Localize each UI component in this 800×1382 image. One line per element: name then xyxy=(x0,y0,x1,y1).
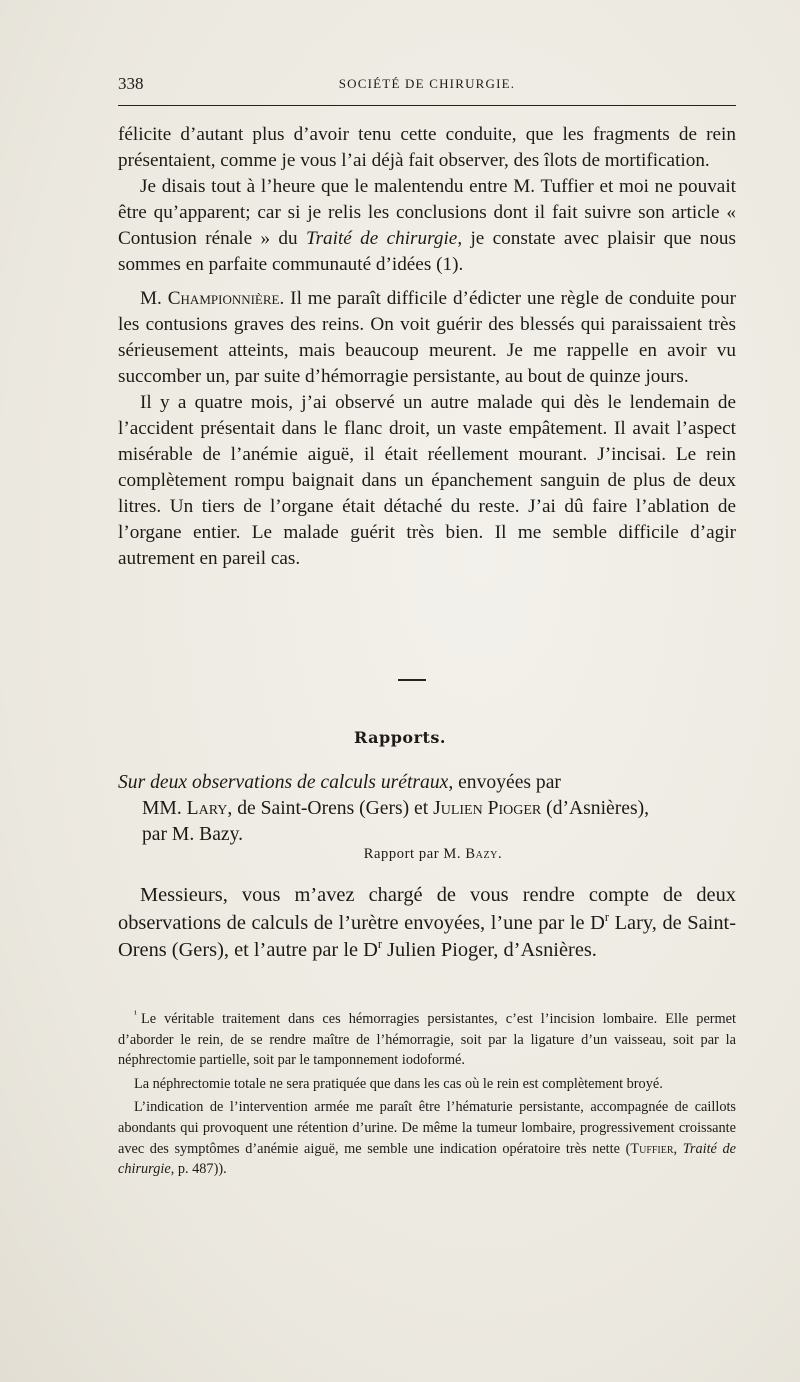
header-rule xyxy=(118,105,736,106)
footnote-marker: ¹ xyxy=(134,1009,137,1021)
report-title-after: , envoyées par xyxy=(448,772,561,793)
footnote-3 xyxy=(118,1097,736,1179)
main-text xyxy=(118,122,736,571)
report-body xyxy=(118,882,736,965)
footnote-2-text: La néphrectomie totale ne sera pratiquée que dans les cas où le rein est complètement broyé. xyxy=(134,1075,663,1092)
paragraph-2 xyxy=(118,174,736,278)
footnote-3-author: Tuffier xyxy=(630,1140,674,1157)
paragraph-3 xyxy=(118,286,736,390)
byline-name: Bazy xyxy=(465,846,498,862)
report-body-part-3: Julien Pioger, d’Asnières. xyxy=(381,939,597,962)
footnote-2 xyxy=(118,1074,736,1095)
footnote-3-sep: , xyxy=(673,1140,683,1157)
dr-superscript: r xyxy=(377,937,382,952)
footnote-3-book-italic: Traité de chirurgie xyxy=(118,1140,737,1178)
paragraph-4 xyxy=(118,390,736,571)
report-body-part-2: Lary, de Saint-Orens (Gers), et l’autre par le D xyxy=(118,911,736,962)
report-title-line-2 xyxy=(118,796,736,822)
report-author-2: Julien Pioger xyxy=(433,798,542,819)
report-mm: MM. xyxy=(142,798,187,819)
footnote-3-text-end: , p. 487)). xyxy=(170,1161,227,1178)
running-head: SOCIÉTÉ DE CHIRURGIE. xyxy=(338,76,516,91)
dr-superscript: r xyxy=(604,909,609,924)
paragraph-1-text: félicite d’autant plus d’avoir tenu cette conduite, que les fragments de rein présentaient, comme je vous l’ai déjà fait observer, des îlots de mortification. xyxy=(118,124,736,171)
page-number: 338 xyxy=(118,74,144,93)
report-title xyxy=(118,770,736,848)
footnote-1 xyxy=(118,1009,736,1071)
report-title-line-1 xyxy=(118,770,736,796)
book-title-italic: Traité de chirurgie xyxy=(305,227,458,249)
report-title-italic: Sur deux observations de calculs urétraux xyxy=(118,772,449,793)
byline-end: . xyxy=(498,846,503,862)
report-author-1: Lary xyxy=(186,798,228,819)
section-separator xyxy=(398,679,426,681)
paragraph-2-text: Je disais tout à l’heure que le malentendu entre M. Tuffier et moi ne pouvait être qu’apparent; car si je relis les conclusions dont il fait suivre son article « Contusion rénale » du xyxy=(118,175,736,249)
section-heading: Rapports. xyxy=(354,728,446,747)
paragraph-1 xyxy=(118,122,736,174)
report-byline xyxy=(118,846,742,863)
report-title-line-3: par M. Bazy. xyxy=(142,824,244,845)
report-author-1-place: , de Saint-Orens (Gers) et xyxy=(227,798,434,819)
paragraph-2-text-end: , je constate avec plaisir que nous sommes en parfaite communauté d’idées (1). xyxy=(118,227,736,275)
speaker-name: M. Championnière. xyxy=(140,288,285,310)
report-author-2-place: (d’Asnières), xyxy=(541,798,650,819)
report-paragraph xyxy=(118,882,736,965)
footnotes xyxy=(118,1009,736,1183)
paragraph-3-text: Il me paraît difficile d’édicter une règle de conduite pour les contusions graves des reins. On voit guérir des blessés qui paraissaient très sérieusement atteints, mais beaucoup meurent. Je me rappelle en avoir vu succomber un, par suite d’hémorragie persistante, au bout de quinze jours. xyxy=(118,288,736,388)
page-header xyxy=(118,74,736,98)
report-body-part-1: Messieurs, vous m’avez chargé de vous rendre compte de deux observations de calculs de l’urètre envoyées, l’une par le D xyxy=(118,884,736,934)
byline-prefix: Rapport par M. xyxy=(363,846,466,862)
paragraph-4-text: Il y a quatre mois, j’ai observé un autre malade qui dès le lendemain de l’accident présentait dans le flanc droit, un vaste empâtement. Il avait l’aspect misérable de l’anémie aiguë, il était réellement mourant. J’incisai. Le rein complètement rompu baignait dans un épanchement sanguin de plus de deux litres. Un tiers de l’organe était détaché du reste. J’ai dû faire l’ablation de l’organe entier. Le malade guérit très bien. Il me semble difficile d’agir autrement en pareil cas. xyxy=(118,392,736,569)
footnote-3-text: L’indication de l’intervention armée me paraît être l’hématurie persistante, accompagnée de caillots abondants qui provoquent une rétention d’urine. De même la tumeur lombaire, progressivement croissante avec des symptômes d’anémie aiguë, me semble une indication opératoire très nette ( xyxy=(118,1099,736,1157)
footnote-1-text: Le véritable traitement dans ces hémorragies persistantes, c’est l’incision lombaire. Elle permet d’aborder le rein, de se rendre maître de l’hémorragie, soit par la ligature d’un vaisseau, soit par la néphrectomie partielle, soit par le tamponnement iodoformé. xyxy=(118,1011,736,1069)
